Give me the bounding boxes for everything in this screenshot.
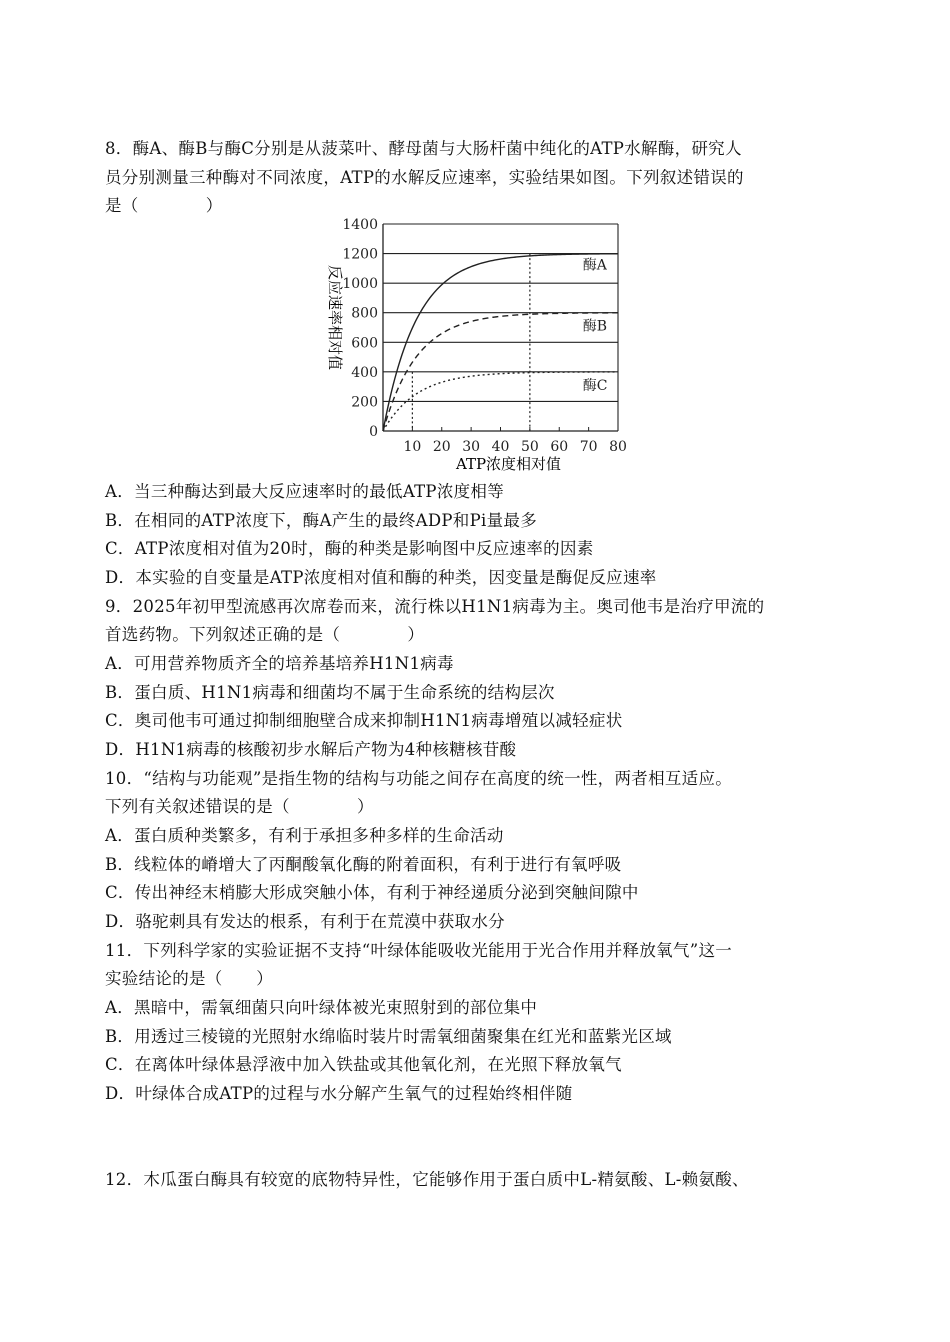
y-tick-label-1200: 1200	[342, 246, 378, 263]
x-tick-label-60: 60	[550, 439, 569, 455]
q9-option-c: C．奥司他韦可通过抑制细胞壁合成来抑制H1N1病毒增殖以减轻症状	[105, 711, 623, 730]
q11-stem-line-1: 11．下列科学家的实验证据不支持“叶绿体能吸收光能用于光合作用并释放氧气”这一	[105, 941, 733, 960]
y-tick-label-400: 400	[351, 364, 378, 381]
q10-option-c: C．传出神经末梢膨大形成突触小体，有利于神经递质分泌到突触间隙中	[105, 883, 639, 902]
x-tick-label-20: 20	[432, 439, 451, 455]
q11-option-d: D．叶绿体合成ATP的过程与水分解产生氧气的过程始终相伴随	[105, 1084, 573, 1103]
x-tick-label-50: 50	[520, 439, 539, 455]
y-tick-label-200: 200	[351, 394, 378, 411]
q8-option-a: A．当三种酶达到最大反应速率时的最低ATP浓度相等	[105, 482, 505, 501]
x-tick-label-40: 40	[491, 439, 510, 455]
q9-option-a: A．可用营养物质齐全的培养基培养H1N1病毒	[105, 654, 454, 673]
y-tick-label-0: 0	[369, 424, 378, 440]
chart-series-labels	[583, 258, 608, 394]
q10-stem-line-1: 10．“结构与功能观”是指生物的结构与功能之间存在高度的统一性，两者相互适应。	[105, 769, 733, 788]
enzyme-rate-chart	[318, 214, 638, 474]
q9-stem-line-2: 首选药物。下列叙述正确的是（ ）	[105, 625, 425, 644]
q8-option-b: B．在相同的ATP浓度下，酶A产生的最终ADP和Pi量最多	[105, 511, 537, 530]
y-tick-label-800: 800	[351, 305, 378, 322]
q9-option-d: D．H1N1病毒的核酸初步水解后产物为4种核糖核苷酸	[105, 740, 517, 759]
chart-y-axis-label: 反应速率相对值	[326, 264, 344, 371]
q8-option-d: D．本实验的自变量是ATP浓度相对值和酶的种类，因变量是酶促反应速率	[105, 568, 657, 587]
q9-option-b: B．蛋白质、H1N1病毒和细菌均不属于生命系统的结构层次	[105, 683, 555, 702]
q11-option-a: A．黑暗中，需氧细菌只向叶绿体被光束照射到的部位集中	[105, 998, 538, 1017]
x-tick-label-80: 80	[609, 439, 627, 455]
chart-x-axis-label: ATP浓度相对值	[455, 455, 562, 473]
q10-option-d: D．骆驼刺具有发达的根系，有利于在荒漠中获取水分	[105, 912, 505, 931]
y-tick-label-1000: 1000	[342, 276, 378, 293]
q12-stem-line-1: 12．木瓜蛋白酶具有较宽的底物特异性，它能够作用于蛋白质中L-精氨酸、L-赖氨酸、	[105, 1170, 749, 1189]
q9-stem-line-1: 9．2025年初甲型流感再次席卷而来，流行株以H1N1病毒为主。奥司他韦是治疗甲流的	[105, 597, 765, 616]
q11-stem-line-2: 实验结论的是（ ）	[105, 969, 273, 988]
q10-stem-line-2: 下列有关叙述错误的是（ ）	[105, 797, 374, 816]
q8-stem-line-1: 8．酶A、酶B与酶C分别是从菠菜叶、酵母菌与大肠杆菌中纯化的ATP水解酶，研究人	[105, 139, 742, 158]
x-tick-label-70: 70	[579, 439, 598, 455]
q10-option-b: B．线粒体的嵴增大了丙酮酸氧化酶的附着面积，有利于进行有氧呼吸	[105, 855, 622, 874]
x-tick-label-10: 10	[403, 439, 422, 455]
q11-option-b: B．用透过三棱镜的光照射水绵临时装片时需氧细菌聚集在红光和蓝紫光区域	[105, 1027, 672, 1046]
y-tick-label-1400: 1400	[342, 217, 378, 233]
q11-option-c: C．在离体叶绿体悬浮液中加入铁盐或其他氧化剂，在光照下释放氧气	[105, 1055, 622, 1074]
series-label-酶B: 酶B	[582, 318, 608, 335]
series-label-酶A: 酶A	[582, 257, 607, 274]
series-label-酶C: 酶C	[582, 377, 608, 394]
q8-stem-line-3: 是（ ）	[105, 196, 223, 215]
q10-option-a: A．蛋白质种类繁多，有利于承担多种多样的生命活动	[105, 826, 504, 845]
y-tick-label-600: 600	[351, 335, 378, 352]
q8-stem-line-2: 员分别测量三种酶对不同浓度，ATP的水解反应速率，实验结果如图。下列叙述错误的	[105, 168, 744, 187]
x-tick-label-30: 30	[462, 439, 481, 455]
q8-option-c: C．ATP浓度相对值为20时，酶的种类是影响图中反应速率的因素	[105, 539, 594, 558]
